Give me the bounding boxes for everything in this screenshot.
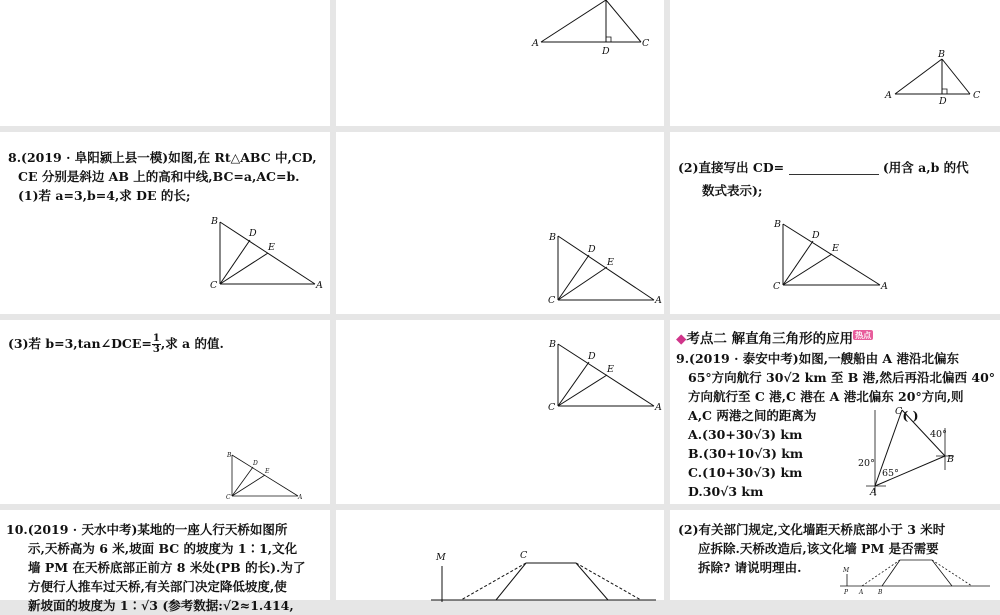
q10-line1: 10.(2019 · 天水中考)某地的一座人行天桥如图所: [6, 522, 288, 537]
label-d: D: [588, 351, 596, 362]
q8-2-line2: 数式表示);: [702, 183, 763, 198]
label-e: E: [607, 257, 614, 268]
label-c: C: [773, 281, 781, 292]
option-a[interactable]: A.(30+30√3) km: [688, 427, 803, 442]
triangle-figure-small: [670, 0, 1000, 126]
label-e: E: [268, 242, 275, 253]
label-d: D: [253, 460, 258, 467]
label-a: A: [316, 280, 323, 291]
label-c: C: [210, 280, 218, 291]
label-m: M: [436, 552, 446, 563]
label-p: P: [844, 589, 849, 596]
label-a: A: [859, 589, 864, 596]
q10-2-line3: 拆除? 请说明理由.: [698, 560, 802, 575]
label-b: B: [938, 49, 945, 60]
triangle-cd-ce-figure: [336, 132, 664, 314]
label-e: E: [607, 364, 614, 375]
label-c: C: [548, 295, 556, 306]
triangle-cd-ce-figure-small: [0, 320, 330, 504]
label-b: B: [774, 219, 781, 230]
section-heading: ◆考点二 解直角三角形的应用 热点: [676, 330, 872, 347]
q9-line1: 9.(2019 · 泰安中考)如图,一艘船由 A 港沿北偏东: [676, 351, 959, 366]
label-b: B: [549, 339, 556, 350]
label-c: C: [226, 494, 231, 501]
hot-badge: 热点: [855, 330, 872, 340]
label-a: A: [655, 402, 662, 413]
q10-line4: 方便行人推车过天桥,有关部门决定降低坡度,使: [28, 579, 287, 594]
label-b: B: [878, 589, 883, 596]
panel-q8-part3: [0, 320, 330, 504]
label-c: C: [520, 550, 528, 561]
panel-r1-mid: [336, 0, 664, 126]
q9-line2: 65°方向航行 30√2 km 至 B 港,然后再沿北偏西 40°: [688, 370, 996, 385]
label-b: B: [947, 454, 954, 465]
diamond-icon: ◆: [676, 331, 687, 347]
label-d: D: [588, 244, 596, 255]
q8-3-pre: (3)若 b=3,tan∠DCE=: [8, 336, 152, 351]
angle-20: 20°: [858, 458, 875, 469]
panel-q10: [0, 510, 330, 613]
label-a: A: [532, 38, 539, 49]
label-b: B: [227, 452, 232, 459]
q10-2-line2: 应拆除.天桥改造后,该文化墙 PM 是否需要: [698, 541, 939, 556]
label-e: E: [832, 243, 839, 254]
panel-r1-left: [0, 0, 330, 126]
label-b: B: [211, 216, 218, 227]
angle-40: 40°: [930, 429, 947, 440]
label-a: A: [881, 281, 888, 292]
answer-paren[interactable]: ( ): [902, 408, 919, 423]
navigation-figure: [670, 320, 1000, 504]
panel-q8-part2: [670, 132, 1000, 314]
label-a: A: [298, 494, 303, 501]
bridge-figure: [336, 510, 664, 600]
q8-2-post: (用含 a,b 的代: [882, 160, 969, 175]
label-m: M: [843, 567, 850, 574]
panel-r1-right: [670, 0, 1000, 126]
triangle-cd-ce-figure: [670, 132, 1000, 314]
label-c: C: [973, 90, 981, 101]
label-e: E: [265, 468, 270, 475]
bridge-figure-small: [670, 510, 1000, 600]
label-b: B: [549, 232, 556, 243]
label-d: D: [812, 230, 820, 241]
label-c: C: [895, 406, 903, 417]
q10-line3: 墙 PM 在天桥底部正前方 8 米处(PB 的长).为了: [28, 560, 306, 575]
label-a: A: [655, 295, 662, 306]
q8-line1: 8.(2019 · 阜阳颍上县一模)如图,在 Rt△ABC 中,CD,: [8, 150, 317, 165]
angle-65: 65°: [882, 468, 899, 479]
q8-line3: (1)若 a=3,b=4,求 DE 的长;: [18, 188, 191, 203]
label-a: A: [885, 90, 892, 101]
panel-q8-part3-mid: [336, 320, 664, 504]
triangle-cd-ce-figure: [336, 320, 664, 504]
fraction: $\frac{1}{3}$: [152, 333, 160, 355]
triangle-cd-ce-figure: [0, 132, 330, 314]
label-d: D: [602, 46, 610, 57]
q8-2-pre: (2)直接写出 CD=: [678, 160, 785, 175]
q10-line2: 示,天桥高为 6 米,坡面 BC 的坡度为 1∶1,文化: [28, 541, 298, 556]
q8-3-post: ,求 a 的值.: [160, 336, 224, 351]
label-d: D: [249, 228, 257, 239]
panel-q8-part1: [0, 132, 330, 314]
option-c[interactable]: C.(10+30√3) km: [688, 465, 803, 480]
panel-q8-mid: [336, 132, 664, 314]
triangle-figure: [336, 0, 664, 126]
label-c: C: [548, 402, 556, 413]
panel-q10-part2: [670, 510, 1000, 600]
label-c: C: [642, 38, 650, 49]
q9-line3: 方向航行至 C 港,C 港在 A 港北偏东 20°方向,则: [688, 389, 964, 404]
panel-q9: [670, 320, 1000, 504]
option-b[interactable]: B.(30+10√3) km: [688, 446, 804, 461]
option-d[interactable]: D.30√3 km: [688, 484, 764, 499]
q10-2-line1: (2)有关部门规定,文化墙距天桥底部小于 3 米时: [678, 522, 946, 537]
q10-line5: 新坡面的坡度为 1∶√3 (参考数据:√2≈1.414,: [28, 598, 294, 613]
label-d: D: [939, 96, 947, 107]
label-a: A: [870, 487, 877, 498]
q9-line4: A,C 两港之间的距离为: [688, 408, 817, 423]
q8-line2: CE 分别是斜边 AB 上的高和中线,BC=a,AC=b.: [18, 169, 300, 184]
panel-q10-figure: [336, 510, 664, 600]
